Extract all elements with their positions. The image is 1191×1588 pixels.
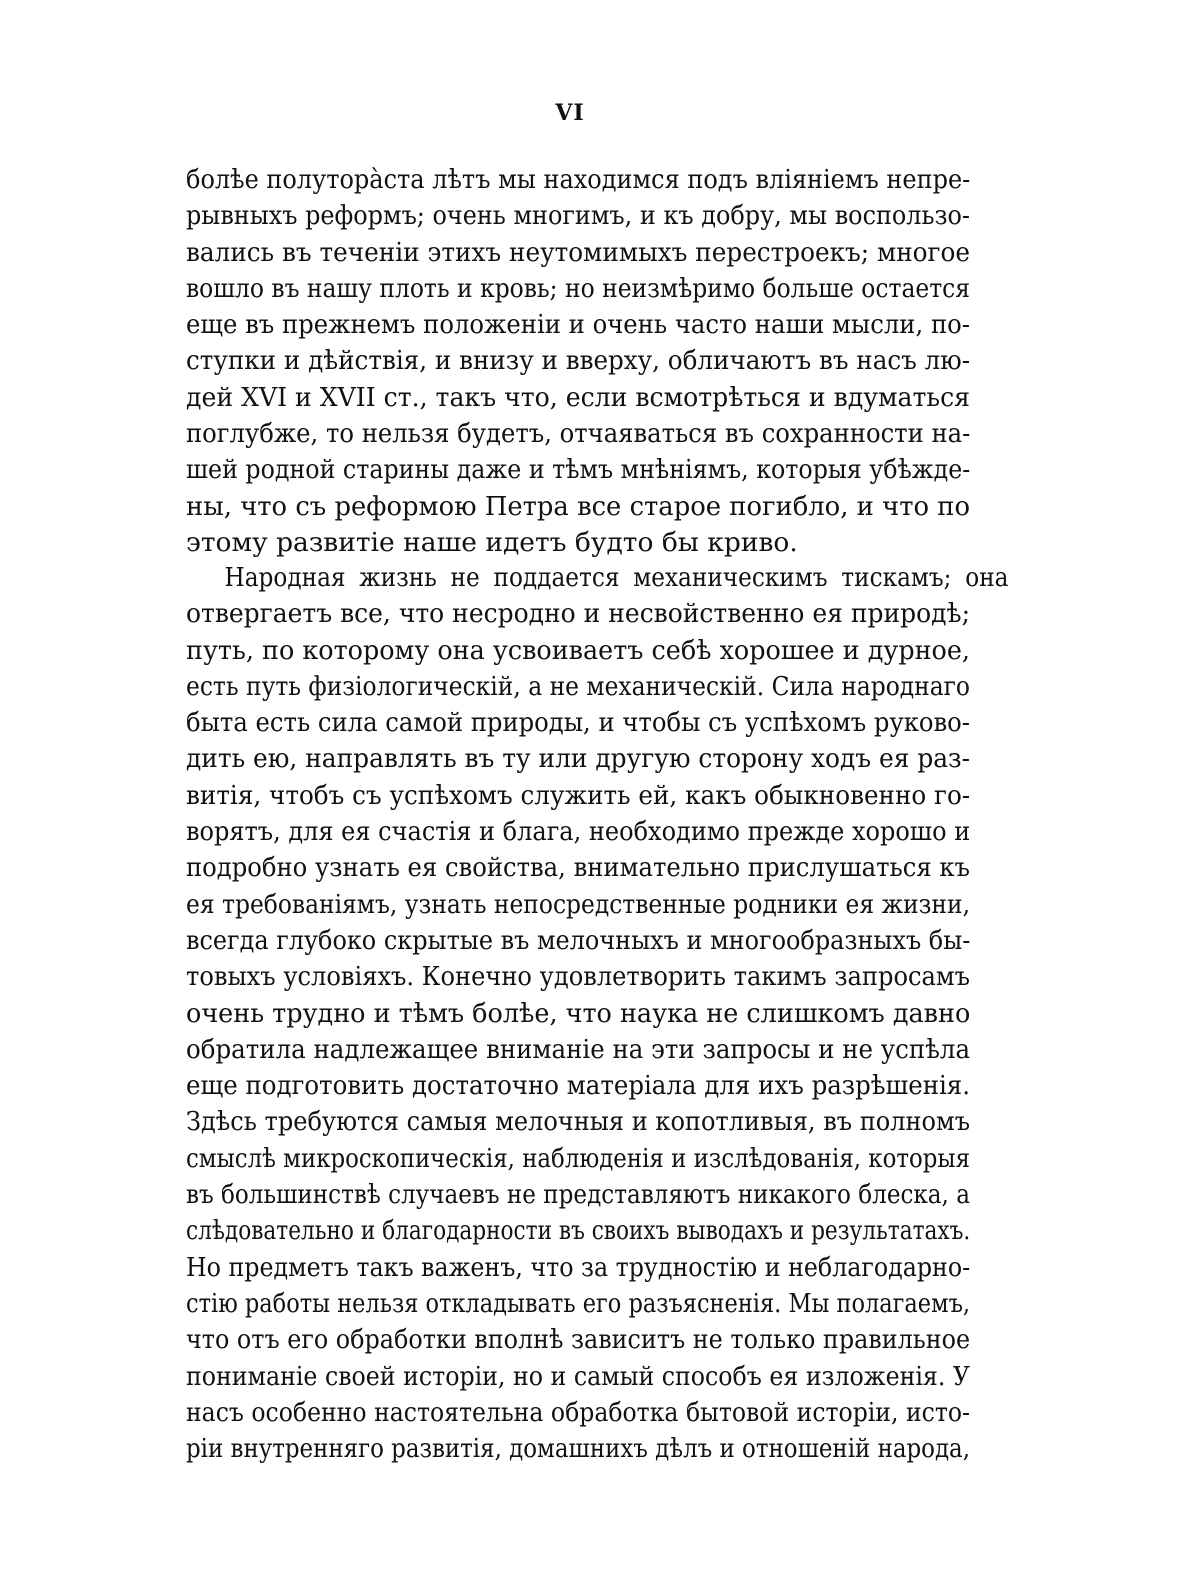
- text-line: шей родной старины даже и тѣмъ мнѣніямъ, которыя убѣжде-: [186, 454, 971, 486]
- page-number: VI: [555, 100, 585, 126]
- text-line: въ большинствѣ случаевъ не представляютъ никакого блеска, а: [186, 1179, 970, 1211]
- text-line: Народная жизнь не поддается механическимъ тискамъ; она: [224, 562, 1009, 593]
- paragraph-1: [186, 162, 970, 561]
- text-line: еще подготовить достаточно матеріала для ихъ разрѣшенія.: [186, 1070, 970, 1102]
- text-line: смыслѣ микроскопическія, наблюденія и изслѣдованія, которыя: [186, 1142, 970, 1174]
- text-line: вошло въ нашу плоть и кровь; но неизмѣримо больше остается: [186, 272, 971, 304]
- text-line: всегда глубоко скрытые въ мелочныхъ и многообразныхъ бы-: [186, 924, 971, 956]
- text-line: Здѣсь требуются самыя мелочныя и копотливыя, въ полномъ: [186, 1106, 970, 1138]
- text-line: еще въ прежнемъ положеніи и очень часто наши мысли, по-: [186, 309, 970, 341]
- text-line: ріи внутренняго развитія, домашнихъ дѣлъ и отношеній народа,: [186, 1433, 970, 1465]
- text-line: что отъ его обработки вполнѣ зависитъ не только правильное: [186, 1324, 971, 1356]
- text-line: вались въ теченіи этихъ неутомимыхъ перестроекъ; многое: [186, 236, 970, 268]
- text-line: насъ особенно настоятельна обработка бытовой исторіи, исто-: [186, 1396, 970, 1428]
- text-line: этому развитіе наше идетъ будто бы криво.: [186, 526, 798, 558]
- text-line: ступки и дѣйствія, и внизу и вверху, обличаютъ въ насъ лю-: [186, 345, 971, 377]
- paragraph-2: [186, 560, 1009, 1467]
- text-line: товыхъ условіяхъ. Конечно удовлетворить такимъ запросамъ: [186, 961, 970, 993]
- text-line: Но предметъ такъ важенъ, что за трудностію и неблагодарно-: [186, 1251, 971, 1283]
- text-line: ея требованіямъ, узнать непосредственные родники ея жизни,: [186, 888, 970, 920]
- text-line: подробно узнать ея свойства, внимательно прислушаться къ: [186, 852, 970, 884]
- text-line: витія, чтобъ съ успѣхомъ служить ей, какъ обыкновенно го-: [186, 779, 971, 811]
- text-line: пониманіе своей исторіи, но и самый способъ ея изложенія. У: [186, 1360, 970, 1392]
- text-line: ворятъ, для ея счастія и блага, необходимо прежде хорошо и: [186, 816, 971, 848]
- text-line: путь, по которому она усвоиваетъ себѣ хорошее и дурное,: [186, 634, 970, 666]
- text-line: очень трудно и тѣмъ болѣе, что наука не слишкомъ давно: [186, 997, 971, 1029]
- text-line: рывныхъ реформъ; очень многимъ, и къ добру, мы воспользо-: [186, 200, 970, 232]
- text-line: дей XVI и XVII ст., такъ что, если всмотрѣться и вдуматься: [186, 381, 970, 413]
- text-line: отвергаетъ все, что несродно и несвойственно ея природѣ;: [186, 598, 970, 630]
- text-line: быта есть сила самой природы, и чтобы съ успѣхомъ руково-: [186, 707, 970, 739]
- text-line: стію работы нельзя откладывать его разъясненія. Мы полагаемъ,: [186, 1287, 970, 1319]
- text-line: обратила надлежащее вниманіе на эти запросы и не успѣла: [186, 1033, 971, 1065]
- text-line: поглубже, то нельзя будетъ, отчаяваться въ сохранности на-: [186, 418, 971, 450]
- text-line: есть путь физіологическій, а не механическій. Сила народнаго: [186, 670, 970, 702]
- text-line: ны, что съ реформою Петра все старое погибло, и что по: [186, 490, 970, 522]
- text-line: слѣдовательно и благодарности въ своихъ выводахъ и результатахъ.: [186, 1215, 971, 1247]
- text-line: болѣе полуторàста лѣтъ мы находимся подъ вліяніемъ непре-: [186, 164, 971, 195]
- text-line: дить ею, направлять въ ту или другую сторону ходъ ея раз-: [186, 743, 970, 775]
